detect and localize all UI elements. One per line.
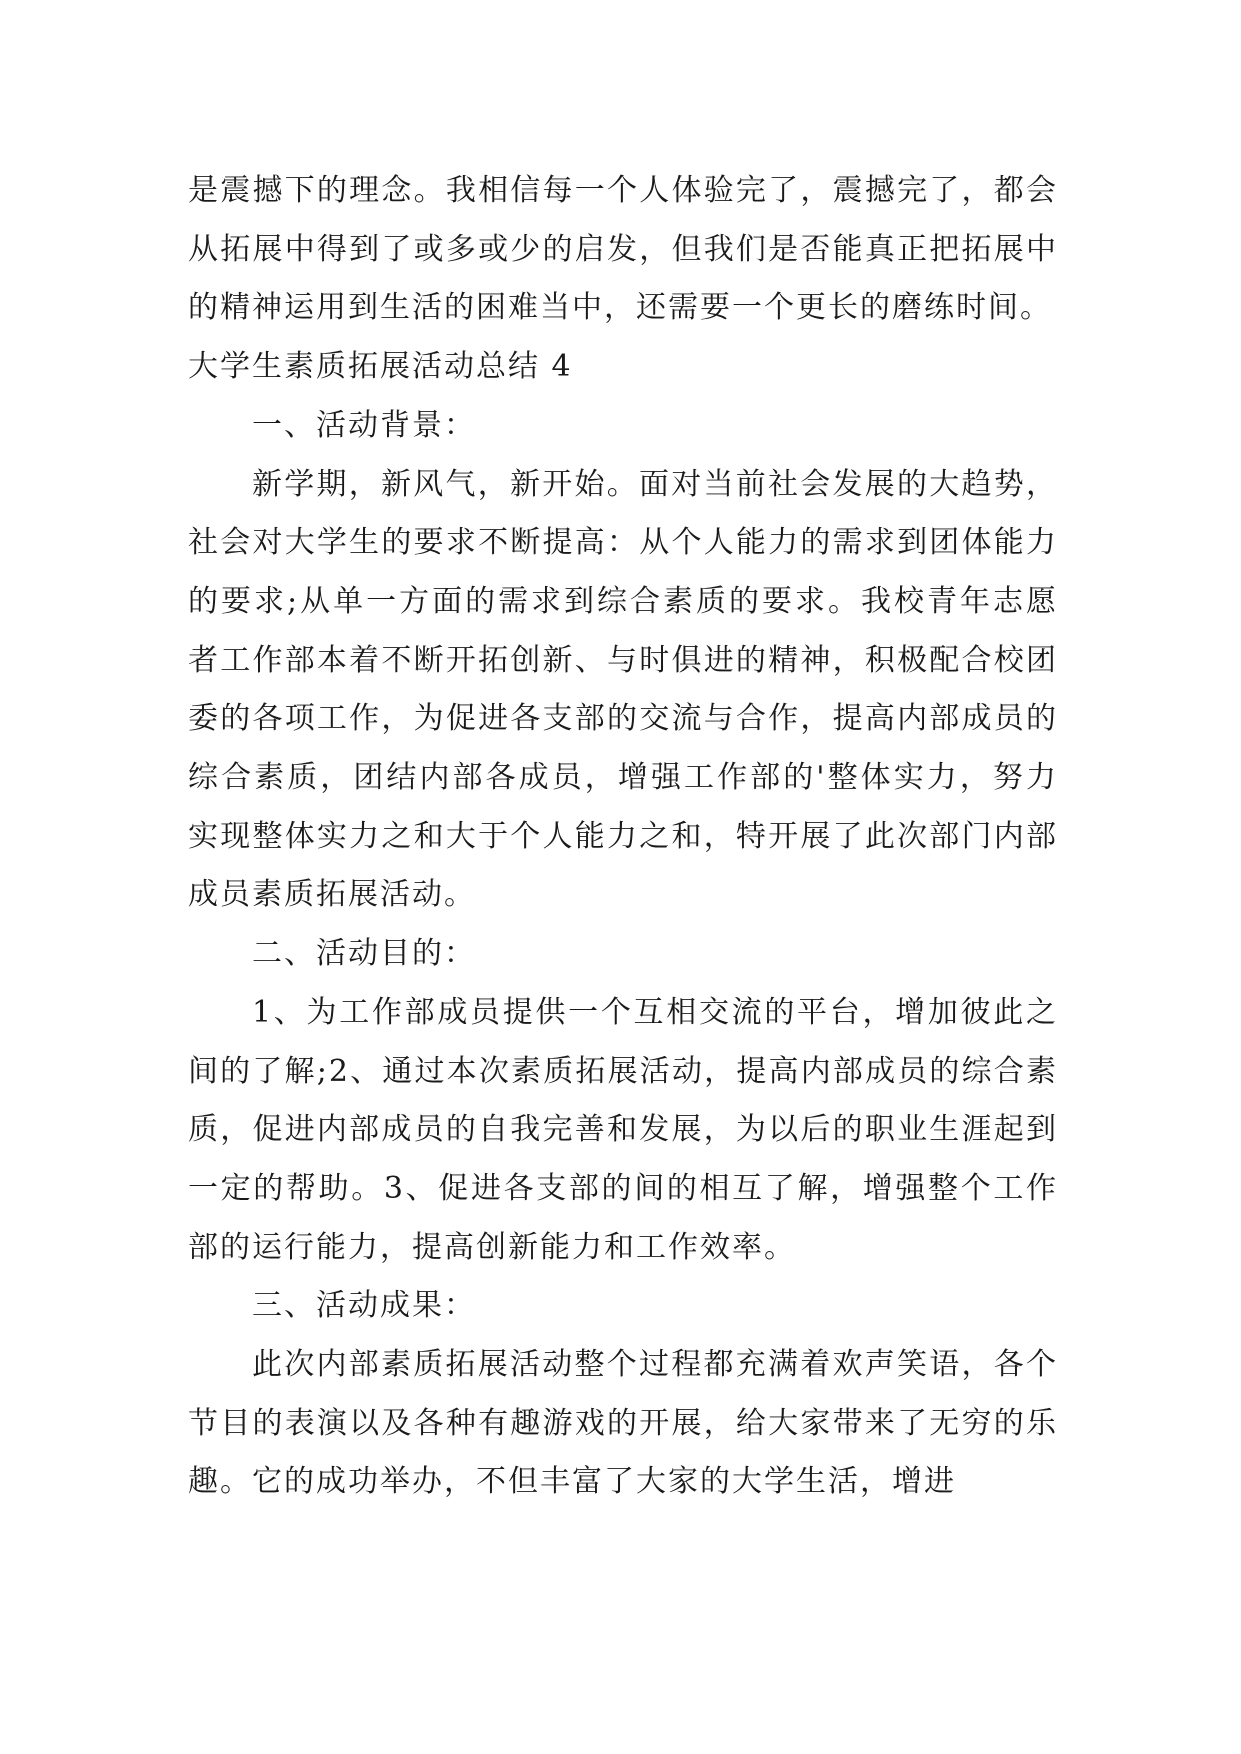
paragraph-results: 此次内部素质拓展活动整个过程都充满着欢声笑语，各个节目的表演以及各种有趣游戏的开展，给大家带来了无穷的乐趣。它的成功举办，不但丰富了大家的大学生活，增进 — [188, 1347, 1058, 1500]
paragraph-continuation: 是震撼下的理念。我相信每一个人体验完了，震撼完了，都会从拓展中得到了或多或少的启发，但我们是否能真正把拓展中的精神运用到生活的困难当中，还需要一个更长的磨练时间。 — [188, 173, 1058, 326]
paragraph-background: 新学期，新风气，新开始。面对当前社会发展的大趋势，社会对大学生的要求不断提高：从个人能力的需求到团体能力的要求;从单一方面的需求到综合素质的要求。我校青年志愿者工作部本着不断开拓创新、与时俱进的精神，积极配合校团委的各项工作，为促进各支部的交流与合作，提高内部成员的综合素质，团结内部各成员，增强工作部的'整体实力，努力实现整体实力之和大于个人能力之和，特开展了此次部门内部成员素质拓展活动。 — [188, 466, 1058, 913]
heading-purpose: 二、活动目的： — [252, 936, 476, 972]
document-body — [188, 162, 1058, 1512]
section-title: 大学生素质拓展活动总结 4 — [188, 349, 573, 385]
paragraph-purpose: 1、为工作部成员提供一个互相交流的平台，增加彼此之间的了解;2、通过本次素质拓展活动，提高内部成员的综合素质，促进内部成员的自我完善和发展，为以后的职业生涯起到一定的帮助。3、促进各支部的间的相互了解，增强整个工作部的运行能力，提高创新能力和工作效率。 — [188, 994, 1058, 1265]
heading-background: 一、活动背景： — [252, 407, 476, 443]
heading-results: 三、活动成果： — [252, 1288, 476, 1324]
